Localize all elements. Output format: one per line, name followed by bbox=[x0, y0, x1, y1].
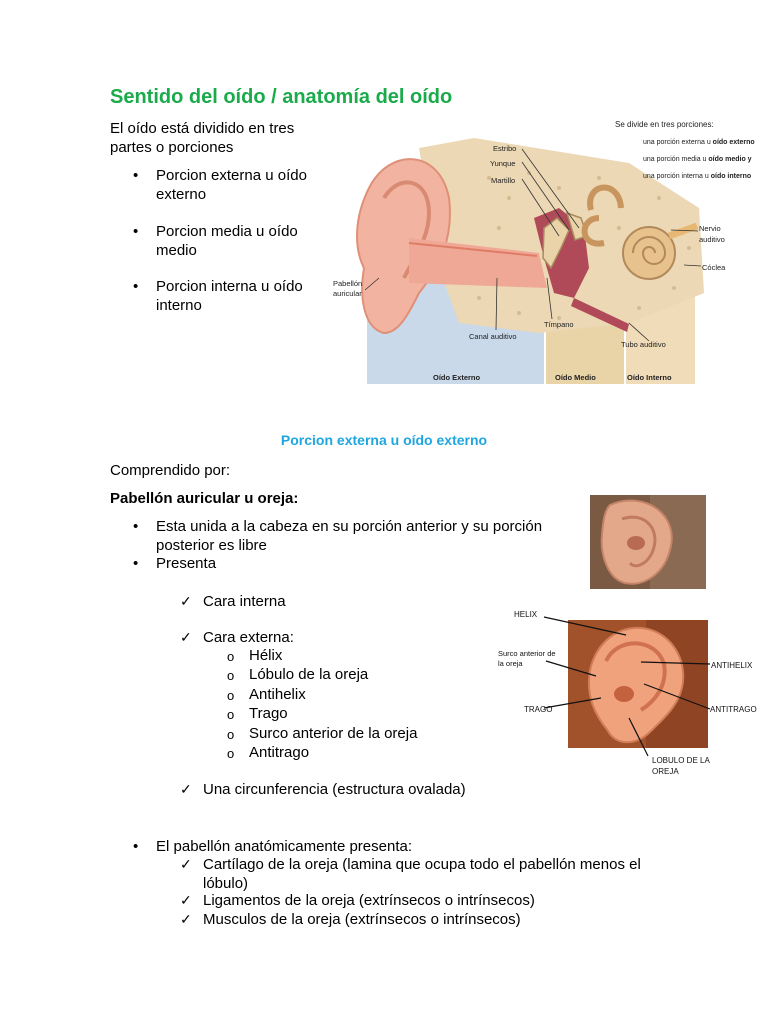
section-oido-externo: Oído Externo bbox=[433, 373, 481, 382]
label-nervio-2: auditivo bbox=[699, 235, 725, 244]
sub-item bbox=[227, 743, 310, 762]
list-item bbox=[133, 222, 316, 260]
check-item bbox=[180, 891, 535, 910]
bullet-icon: • bbox=[133, 167, 139, 184]
label-canal-auditivo: Canal auditivo bbox=[469, 332, 517, 341]
part-interna: Porcion interna u oído interno bbox=[156, 278, 303, 314]
diagram-note-line: una porción interna u oído interno bbox=[643, 173, 752, 180]
cara-interna: Cara interna bbox=[203, 593, 286, 610]
anatomico-item-musculos: Musculos de la oreja (extrínsecos o intrínsecos) bbox=[203, 911, 521, 928]
ear-label-antihelix: ANTIHELIX bbox=[711, 661, 753, 670]
section-heading: Porcion externa u oído externo bbox=[280, 432, 488, 448]
bullet-icon: • bbox=[133, 223, 139, 240]
diagram-note-line: una porción media u oído medio y bbox=[643, 156, 752, 163]
circle-bullet-icon: o bbox=[227, 746, 235, 761]
check-item bbox=[180, 628, 294, 647]
bullet-icon: • bbox=[133, 555, 139, 572]
check-icon: ✓ bbox=[180, 892, 192, 908]
comprendido-text: Comprendido por: bbox=[110, 462, 231, 479]
check-item bbox=[180, 592, 286, 611]
circunferencia: Una circunferencia (estructura ovalada) bbox=[203, 781, 466, 798]
circle-bullet-icon: o bbox=[227, 649, 235, 664]
sub-item-surco: Surco anterior de la oreja bbox=[249, 725, 418, 742]
label-timpano: Tímpano bbox=[544, 320, 574, 329]
label-pabellon-2: auricular bbox=[333, 289, 362, 298]
part-externa: Porcion externa u oído externo bbox=[156, 167, 307, 203]
list-item bbox=[133, 837, 412, 856]
bullet-icon: • bbox=[133, 518, 139, 535]
sub-item bbox=[227, 724, 418, 743]
sub-item bbox=[227, 665, 369, 684]
list-item bbox=[133, 277, 321, 315]
label-nervio: Nervio bbox=[699, 224, 721, 233]
label-martillo: Martillo bbox=[491, 176, 516, 185]
list-item bbox=[133, 517, 566, 555]
ear-parts-diagram bbox=[496, 606, 768, 778]
check-icon: ✓ bbox=[180, 856, 192, 872]
ear-label-antitrago: ANTITRAGO bbox=[710, 705, 757, 714]
check-item bbox=[180, 855, 673, 893]
ear-anatomy-diagram bbox=[329, 118, 766, 384]
diagram-note-header: Se divide en tres porciones: bbox=[615, 120, 714, 129]
list-item bbox=[133, 166, 326, 204]
part-media: Porcion media u oído medio bbox=[156, 223, 298, 259]
pabellon-heading: Pabellón auricular u oreja: bbox=[110, 490, 299, 507]
ear-label-surco-2: la oreja bbox=[498, 659, 523, 668]
sub-item-helix: Hélix bbox=[249, 647, 283, 664]
bullet-icon: • bbox=[133, 838, 139, 855]
check-icon: ✓ bbox=[180, 781, 192, 797]
sub-item bbox=[227, 685, 306, 704]
diagram-note-line: una porción externa u oído externo bbox=[643, 139, 755, 146]
label-yunque: Yunque bbox=[490, 159, 516, 168]
label-coclea: Cóclea bbox=[702, 263, 726, 272]
pabellon-bullet-1: Esta unida a la cabeza en su porción anterior y su porción posterior es libre bbox=[156, 518, 543, 554]
sub-item bbox=[227, 646, 283, 665]
ear-label-lobulo: LOBULO DE LA bbox=[652, 756, 710, 765]
ear-label-surco: Surco anterior de bbox=[498, 649, 556, 658]
circle-bullet-icon: o bbox=[227, 727, 235, 742]
anatomico-item-cartilago: Cartílago de la oreja (lamina que ocupa todo el pabellón menos el lóbulo) bbox=[203, 856, 641, 892]
ear-photo bbox=[590, 495, 706, 589]
ear-label-lobulo-2: OREJA bbox=[652, 767, 679, 776]
check-item bbox=[180, 910, 521, 929]
sub-item-trago: Trago bbox=[249, 705, 288, 722]
section-oido-medio: Oído Medio bbox=[555, 373, 596, 382]
sub-item-antitrago: Antitrago bbox=[249, 744, 310, 761]
ear-label-helix: HELIX bbox=[514, 610, 538, 619]
list-item bbox=[133, 554, 217, 573]
label-estribo: Estribo bbox=[493, 144, 517, 153]
cara-externa: Cara externa: bbox=[203, 629, 294, 646]
sub-item-antihelix: Antihelix bbox=[249, 686, 306, 703]
circle-bullet-icon: o bbox=[227, 707, 235, 722]
label-pabellon: Pabellón bbox=[333, 279, 363, 288]
ear-label-trago: TRAGO bbox=[524, 705, 553, 714]
label-tubo-auditivo: Tubo auditivo bbox=[621, 340, 666, 349]
intro-text: El oído está dividido en tres partes o porciones bbox=[110, 120, 295, 156]
sub-item-lobulo: Lóbulo de la oreja bbox=[249, 666, 369, 683]
page-title: Sentido del oído / anatomía del oído bbox=[110, 86, 453, 108]
anatomico-bullet: El pabellón anatómicamente presenta: bbox=[156, 838, 412, 855]
check-icon: ✓ bbox=[180, 593, 192, 609]
circle-bullet-icon: o bbox=[227, 688, 235, 703]
check-icon: ✓ bbox=[180, 911, 192, 927]
pabellon-bullet-2: Presenta bbox=[156, 555, 217, 572]
section-oido-interno: Oído Interno bbox=[627, 373, 672, 382]
check-icon: ✓ bbox=[180, 629, 192, 645]
circle-bullet-icon: o bbox=[227, 668, 235, 683]
check-item bbox=[180, 780, 466, 799]
bullet-icon: • bbox=[133, 278, 139, 295]
anatomico-item-ligamentos: Ligamentos de la oreja (extrínsecos o intrínsecos) bbox=[203, 892, 535, 909]
sub-item bbox=[227, 704, 288, 723]
